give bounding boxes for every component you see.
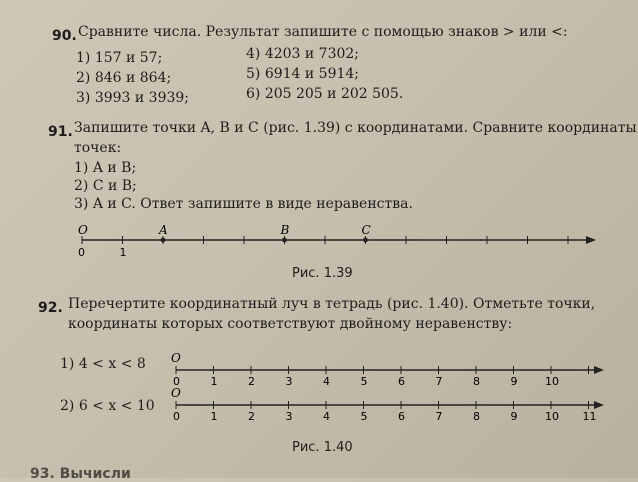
ray140-2-tick-label-4: 4 xyxy=(323,410,330,423)
ray140-2-tick-label-0: 0 xyxy=(173,410,180,423)
ex92-line1: Перечертите координатный луч в тетрадь (рис. 1.40). Отметьте точки, xyxy=(68,296,596,312)
ex90-item-3: 3) 3993 и 3939; xyxy=(76,90,190,106)
ray140-2-tick-label-7: 7 xyxy=(435,410,443,423)
ex91-line1: Запишите точки A, B и C (рис. 1.39) с координатами. Сравните координаты xyxy=(74,120,637,136)
ex92-item-1: 1) 4 < x < 8 xyxy=(60,356,146,372)
ray139-origin-label: O xyxy=(78,223,88,237)
ray140-2-origin-label: O xyxy=(171,386,181,400)
figure-139-caption: Рис. 1.39 xyxy=(292,266,353,281)
ray140-1-tick-label-1: 1 xyxy=(210,375,218,388)
ray140-2-tick-label-5: 5 xyxy=(360,410,368,423)
ray140-2-tick-label-8: 8 xyxy=(473,410,480,423)
ray140-2-tick-label-11: 11 xyxy=(582,410,597,423)
ex91-item-1: 1) A и B; xyxy=(74,160,137,176)
ray140-1-tick-label-3: 3 xyxy=(285,375,293,388)
ex92-line2: координаты которых соответствуют двойному неравенству: xyxy=(68,316,513,332)
ex90-number: 90. xyxy=(52,28,77,44)
ray139-point-label-A: A xyxy=(159,223,168,237)
ex91-item-3: 3) A и C. Ответ запишите в виде неравенства. xyxy=(74,196,413,212)
ray139-point-label-C: C xyxy=(361,223,371,237)
ex90-item-4: 4) 4203 и 7302; xyxy=(246,46,360,62)
ex91-line2: точек: xyxy=(74,140,122,156)
ex91-number: 91. xyxy=(48,124,73,140)
ray139-tick-label-1: 1 xyxy=(119,246,127,259)
ray140-1-tick-label-4: 4 xyxy=(323,375,330,388)
ray139-arrowhead xyxy=(586,236,596,244)
ray140-2-tick-label-6: 6 xyxy=(398,410,405,423)
ray140-1-origin-label: O xyxy=(171,351,181,365)
ray140-1-tick-label-0: 0 xyxy=(173,375,180,388)
figure-140-caption: Рис. 1.40 xyxy=(292,440,353,455)
ray140-2-tick-label-9: 9 xyxy=(510,410,518,423)
ray140-1-tick-label-6: 6 xyxy=(398,375,405,388)
ray140-1-tick-label-5: 5 xyxy=(360,375,368,388)
ray140-1-arrowhead xyxy=(594,366,604,374)
ex90-item-5: 5) 6914 и 5914; xyxy=(246,66,360,82)
ray140-1-tick-label-9: 9 xyxy=(510,375,518,388)
ray140-1-tick-label-10: 10 xyxy=(545,375,559,388)
ray140-1-tick-label-8: 8 xyxy=(473,375,480,388)
ex92-item-2: 2) 6 < x < 10 xyxy=(60,398,155,414)
ex90-item-2: 2) 846 и 864; xyxy=(76,70,172,86)
ray140-2-tick-label-10: 10 xyxy=(545,410,559,423)
ray140-2-tick-label-2: 2 xyxy=(248,410,255,423)
ray140-1-tick-label-2: 2 xyxy=(248,375,255,388)
ex91-item-2: 2) C и B; xyxy=(74,178,137,194)
ray140-2-arrowhead xyxy=(594,401,604,409)
ray139-point-B xyxy=(282,238,287,243)
ray140-2-tick-label-1: 1 xyxy=(210,410,218,423)
coordinate-ray-140-1 xyxy=(171,351,604,388)
coordinate-ray-140-2 xyxy=(171,386,604,423)
ray140-1-tick-label-7: 7 xyxy=(435,375,443,388)
ray139-point-A xyxy=(161,238,166,243)
ray139-point-C xyxy=(363,238,368,243)
ray139-point-label-B: B xyxy=(280,223,290,237)
ray139-tick-label-0: 0 xyxy=(78,246,85,259)
footer-fragment: 93. Вычисли xyxy=(30,466,131,482)
ex92-number: 92. xyxy=(38,300,63,316)
ex90-item-1: 1) 157 и 57; xyxy=(76,50,163,66)
ex90-task: Сравните числа. Результат запишите с помощью знаков > или <: xyxy=(78,24,568,40)
ray140-2-tick-label-3: 3 xyxy=(285,410,293,423)
coordinate-ray-139 xyxy=(78,223,596,259)
ex90-item-6: 6) 205 205 и 202 505. xyxy=(246,86,404,102)
